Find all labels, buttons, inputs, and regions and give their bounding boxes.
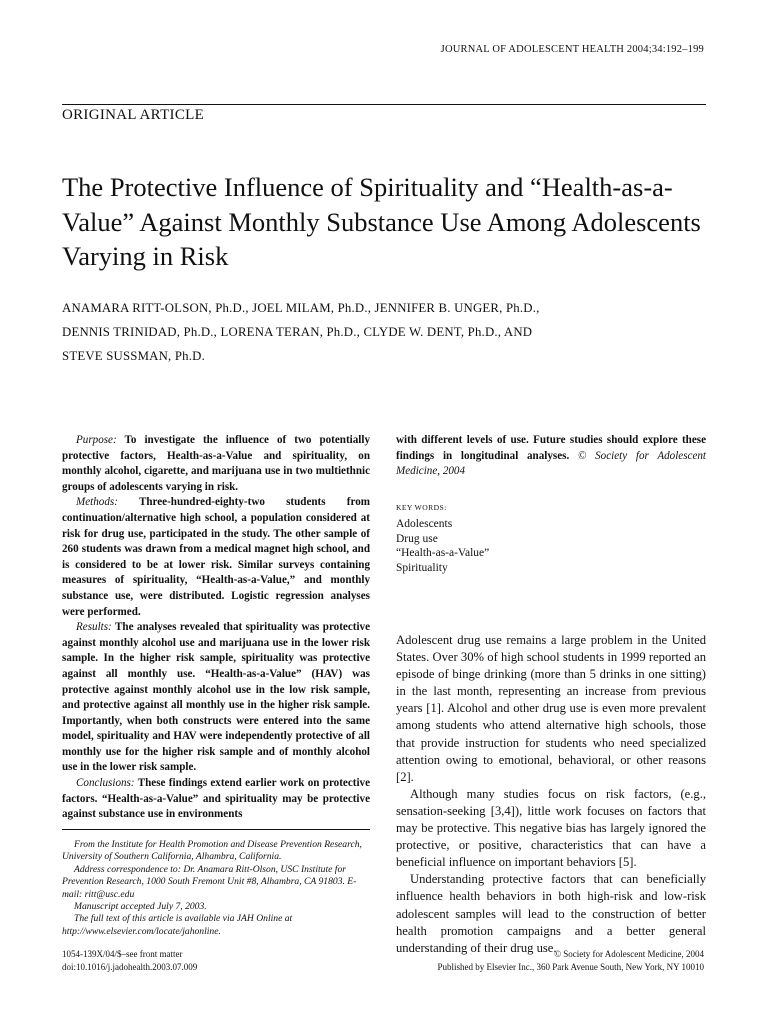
abstract	[62, 433, 370, 823]
author-line: STEVE SUSSMAN, Ph.D.	[62, 349, 206, 363]
footnote-divider	[62, 829, 370, 830]
abstract-conclusions	[62, 776, 370, 823]
body-paragraph: Understanding protective factors that can beneficially influence health behaviors in both high-risk and low-risk adolescent samples will lead to the construction of better health promotion campaigns and a better general understanding of their drug use.	[396, 872, 706, 955]
body-text	[396, 632, 706, 957]
abstract-text: Three-hundred-eighty-two students from continuation/alternative high school, a population considered at risk for drug use, participated in the study. The other sample of 260 students was drawn from a medical magnet high school, and is considered to be at lower risk. Similar surveys containing measures of spirituality, “Health-as-a-Value,” and monthly substance use, were distributed. Logistic regression analyses were performed.	[62, 496, 370, 618]
body-paragraph: Although many studies focus on risk factors, (e.g., sensation-seeking [3,4]), little work focuses on factors that may be protective. This negative bias has largely ignored the protective, or positive, characteristics that can have a beneficial influence on important behaviors [5].	[396, 786, 706, 870]
abstract-copyright: © Society for Adolescent Medicine, 2004	[396, 449, 706, 478]
keyword-item: Adolescents	[396, 518, 453, 530]
footer-right	[438, 948, 704, 974]
abstract-continuation	[396, 433, 706, 480]
abstract-text: These findings extend earlier work on protective factors. “Health-as-a-Value” and spirituality may be protective against substance use in environments	[62, 777, 371, 821]
keywords-list	[396, 517, 489, 575]
keyword-item: Drug use	[396, 532, 438, 545]
publisher: Published by Elsevier Inc., 360 Park Avenue South, New York, NY 10010	[437, 962, 704, 972]
section-divider	[62, 104, 706, 105]
footnote-correspondence: Address correspondence to: Dr. Anamara Ritt-Olson, USC Institute for Prevention Research, 1000 South Fremont Unit #8, Alhambra, CA 91803. E-mail: ritt@usc.edu	[62, 863, 357, 900]
abstract-text: To investigate the influence of two potentially protective factors, Health-as-a-Value and spirituality, on monthly alcohol, cigarette, and marijuana use in two multiethnic groups of adolescents varying in risk.	[62, 434, 371, 493]
abstract-label: Purpose:	[76, 434, 117, 446]
footnote-fulltext: The full text of this article is available via JAH Online at http://www.elsevier.com/locate/jahonline.	[62, 913, 293, 937]
journal-reference: JOURNAL OF ADOLESCENT HEALTH 2004;34:192–199	[440, 44, 704, 55]
doi: doi:10.1016/j.jadohealth.2003.07.009	[62, 962, 198, 972]
article-title: The Protective Influence of Spirituality and “Health-as-a-Value” Against Monthly Substance Use Among Adolescents Varying in Risk	[62, 172, 701, 271]
abstract-label: Methods:	[76, 496, 118, 509]
society-copyright: © Society for Adolescent Medicine, 2004	[554, 949, 704, 959]
footnotes	[62, 839, 370, 938]
footnote-affiliation: From the Institute for Health Promotion and Disease Prevention Research, University of Southern California, Alhambra, California.	[62, 839, 362, 863]
abstract-label: Results:	[76, 621, 112, 634]
body-paragraph: Adolescent drug use remains a large problem in the United States. Over 30% of high school students in 1999 reported an episode of binge drinking (more than 5 drinks in one sitting) in the last month, representing an increase from previous years [1]. Alcohol and other drug use is even more prevalent among students who attend alternative high schools, those that provide instruction for students who need specialized attention owing to emotional, behavioral, or other reasons [2].	[396, 633, 706, 784]
keywords-heading: KEY WORDS:	[396, 503, 447, 512]
keyword-item: “Health-as-a-Value”	[396, 547, 490, 560]
abstract-methods	[62, 495, 370, 620]
issn: 1054-139X/04/$–see front matter	[62, 949, 183, 959]
abstract-label: Conclusions:	[76, 777, 135, 790]
abstract-text: with different levels of use. Future studies should explore these findings in longitudinal analyses.	[396, 434, 706, 462]
footnote-accepted: Manuscript accepted July 7, 2003.	[74, 901, 207, 913]
section-label: ORIGINAL ARTICLE	[62, 107, 205, 123]
abstract-purpose	[62, 433, 370, 495]
author-list	[62, 296, 712, 368]
footer-left	[62, 948, 197, 974]
keyword-item: Spirituality	[396, 561, 448, 574]
abstract-results	[62, 620, 370, 776]
abstract-text: The analyses revealed that spirituality was protective against monthly alcohol use and marijuana use in the lower risk sample. In the higher risk sample, spirituality was protective against all monthly use. “Health-as-a-Value” (HAV) was protective against monthly alcohol use in the low risk sample, and protective against all monthly use in the higher risk sample. Importantly, when both constructs were entered into the same model, spirituality and HAV were independently protective of all monthly use for the higher risk sample and of monthly alcohol use in the lower risk sample.	[62, 621, 371, 774]
author-line: DENNIS TRINIDAD, Ph.D., LORENA TERAN, Ph.D., CLYDE W. DENT, Ph.D., AND	[62, 325, 533, 339]
author-line: ANAMARA RITT-OLSON, Ph.D., JOEL MILAM, Ph.D., JENNIFER B. UNGER, Ph.D.,	[62, 301, 540, 315]
